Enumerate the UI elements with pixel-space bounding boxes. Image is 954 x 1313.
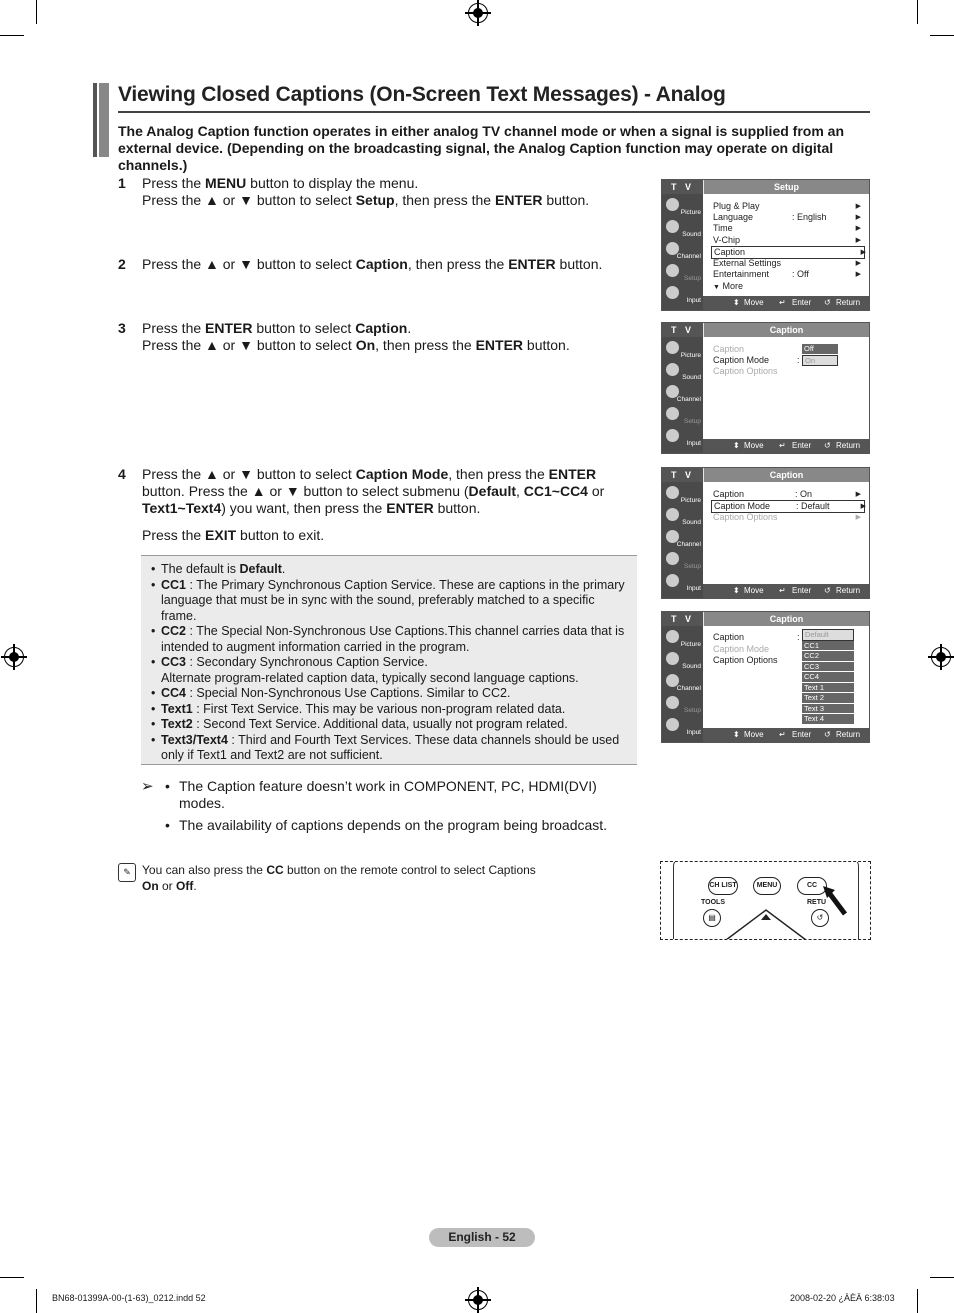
osd-header: Caption <box>704 323 869 337</box>
crop-mark <box>930 35 954 36</box>
input-icon <box>666 286 679 299</box>
input-icon <box>666 574 679 587</box>
sound-icon <box>666 508 679 521</box>
info-item: • CC1 : The Primary Synchronous Caption Service. These are captions in the primary language that must be in sync with the sound, preferably matched to a specific frame. <box>141 578 629 625</box>
info-item: • The default is Default. <box>141 562 629 578</box>
enter-icon: ↵ <box>779 298 786 307</box>
setup-icon <box>666 696 679 709</box>
osd-header: Caption <box>704 468 869 482</box>
registration-mark-icon <box>468 1290 488 1310</box>
osd-tv-tab: T V <box>662 612 703 626</box>
osd-tv-tab: T V <box>662 180 703 194</box>
osd-row: Language : English ▶ <box>713 212 861 222</box>
osd-row: External Settings ▶ <box>713 258 861 268</box>
picture-icon <box>666 486 679 499</box>
step-number: 2 <box>118 256 126 272</box>
osd-side-sound: Sound <box>664 219 702 239</box>
osd-main <box>703 626 869 728</box>
info-item: • Text3/Text4 : Third and Fourth Text Services. These data channels should be used only if Text1 and Text2 are not sufficient. <box>141 733 629 764</box>
osd-row-selected: Caption Mode : Default ▶ <box>711 500 865 513</box>
step-line: Press the ▲ or ▼ button to select On, then press the ENTER button. <box>142 337 570 353</box>
tools-label: TOOLS <box>701 899 725 906</box>
remote-illustration <box>660 861 871 940</box>
picture-icon <box>666 341 679 354</box>
input-icon <box>666 718 679 731</box>
step-number: 1 <box>118 175 126 191</box>
osd-row: Caption <box>713 344 745 354</box>
step-line: Press the ENTER button to select Caption. <box>142 320 412 336</box>
move-icon: ⬍ <box>733 298 740 307</box>
osd-main <box>703 194 869 296</box>
osd-side-setup: Setup <box>664 263 702 283</box>
step-line: Press the ▲ or ▼ button to select Caption, then press the ENTER button. <box>142 256 603 272</box>
osd-sidebar: Picture Sound Channel Setup Input <box>662 482 703 598</box>
return-label: RETU <box>807 899 827 906</box>
osd-side-picture: Picture <box>664 197 702 217</box>
osd-row-selected: Caption ▶ <box>711 246 865 259</box>
setup-icon <box>666 552 679 565</box>
step-number: 3 <box>118 320 126 336</box>
picture-icon <box>666 630 679 643</box>
step-line: Press the ▲ or ▼ button to select Caption Mode, then press the ENTER button. Press the ▲ or ▼ button to select submenu (Default, CC1~CC4 or Text1~Text4) you want, then press the ENTER button. <box>142 466 605 516</box>
page-number-label: English - 52 <box>429 1228 535 1247</box>
osd-side-channel: Channel <box>664 241 702 261</box>
pointer-arrow-icon <box>821 884 851 918</box>
sound-icon <box>666 220 679 233</box>
osd-row: Caption : On ▶ <box>713 489 861 499</box>
info-item: • CC3 : Secondary Synchronous Caption Service. Alternate program-related caption data, typically second language captions. <box>141 655 629 686</box>
osd-tv-tab: T V <box>662 468 703 482</box>
osd-row: Caption Mode <box>713 644 770 654</box>
osd-caption-onoff <box>661 322 870 454</box>
menu-button: MENU <box>753 877 781 895</box>
info-item: • CC4 : Special Non-Synchronous Use Captions. Similar to CC2. <box>141 686 629 702</box>
osd-tv-tab: T V <box>662 323 703 337</box>
registration-mark-icon <box>4 647 24 667</box>
crop-mark <box>930 1277 954 1278</box>
osd-row: Caption : <box>713 632 800 642</box>
crop-mark <box>917 1289 918 1313</box>
osd-caption-submenu <box>661 611 870 743</box>
step-line: Press the EXIT button to exit. <box>142 527 325 543</box>
osd-header: Caption <box>704 612 869 626</box>
dpad-icon <box>721 902 821 940</box>
step-4-text <box>142 466 612 544</box>
more-icon: ▼ <box>713 284 720 291</box>
osd-footer: ⬍ Move ↵ Enter ↺ Return <box>703 439 869 453</box>
osd-row: V-Chip ▶ <box>713 235 861 245</box>
crop-mark <box>0 35 24 36</box>
memo-icon: ✎ <box>118 863 136 882</box>
note-arrow-icon: ➢ <box>141 778 154 795</box>
step-number: 4 <box>118 466 126 482</box>
osd-dropdown: Off On <box>802 344 838 366</box>
osd-sidebar <box>662 194 703 310</box>
input-icon <box>666 429 679 442</box>
caption-mode-info-box <box>141 555 637 765</box>
info-item: • Text1 : First Text Service. This may be various non-program related data. <box>141 702 629 718</box>
osd-main <box>703 482 869 584</box>
picture-icon <box>666 198 679 211</box>
footer-timestamp: 2008-02-20 ¿ÀÈÄ 6:38:03 <box>790 1293 895 1303</box>
page-title: Viewing Closed Captions (On-Screen Text Messages) - Analog <box>118 83 726 106</box>
osd-caption-mode <box>661 467 870 599</box>
osd-sidebar: Picture Sound Channel Setup Input <box>662 626 703 742</box>
osd-row: Caption Options ▶ <box>713 512 861 522</box>
osd-sidebar: Picture Sound Channel Setup Input <box>662 337 703 453</box>
osd-footer: ⬍ Move ↵ Enter ↺ Return <box>703 584 869 598</box>
crop-mark <box>917 0 918 24</box>
return-icon: ↺ <box>811 909 829 927</box>
tip-text: You can also press the CC button on the remote control to select Captions On or Off. <box>142 863 536 893</box>
note-item: The Caption feature doesn’t work in COMPONENT, PC, HDMI(DVI) modes. <box>179 778 597 811</box>
step-2-text <box>142 256 622 273</box>
crop-mark <box>0 1277 24 1278</box>
osd-row: Caption Options <box>713 655 778 665</box>
step-3-text <box>142 320 622 354</box>
info-item: • Text2 : Second Text Service. Additional data, usually not program related. <box>141 717 629 733</box>
step-1-text <box>142 175 622 209</box>
osd-row: ▼ More <box>713 281 743 291</box>
note-item: The availability of captions depends on the program being broadcast. <box>179 817 608 833</box>
osd-row: Caption Mode : <box>713 355 800 365</box>
registration-mark-icon <box>931 647 951 667</box>
crop-mark <box>36 0 37 24</box>
osd-side-input: Input <box>664 285 702 305</box>
title-rule <box>118 111 870 113</box>
footer-file-info: BN68-01399A-00-(1-63)_0212.indd 52 <box>52 1293 206 1303</box>
cc-button: CC <box>797 877 827 895</box>
sound-icon <box>666 363 679 376</box>
osd-row: Caption Options <box>713 366 778 376</box>
osd-row: Time ▶ <box>713 223 861 233</box>
chlist-button: CH LIST <box>708 877 738 895</box>
osd-dropdown: Default CC1 CC2 CC3 CC4 Text 1 Text 2 Text 3 Text 4 <box>802 629 854 725</box>
osd-setup-menu <box>661 179 870 311</box>
setup-icon <box>666 407 679 420</box>
step-line: Press the MENU button to display the menu. <box>142 175 419 191</box>
tools-icon: ▤ <box>703 909 721 927</box>
sound-icon <box>666 652 679 665</box>
osd-row: Entertainment : Off ▶ <box>713 269 861 279</box>
osd-row: Plug & Play ▶ <box>713 201 861 211</box>
step-line: Press the ▲ or ▼ button to select Setup, then press the ENTER button. <box>142 192 590 208</box>
registration-mark-icon <box>468 3 488 23</box>
osd-main <box>703 337 869 439</box>
info-item: • CC2 : The Special Non-Synchronous Use Captions.This channel carries data that is intended to augment information carried in the program. <box>141 624 629 655</box>
crop-mark <box>36 1289 37 1313</box>
return-icon: ↺ <box>824 298 831 307</box>
setup-icon <box>666 264 679 277</box>
intro-text: The Analog Caption function operates in either analog TV channel mode or when a signal is supplied from an external device. (Depending on the broadcasting signal, the Analog Caption function may operate on digital channels.) <box>118 123 845 173</box>
osd-footer: ⬍ Move ↵ Enter ↺ Return <box>703 728 869 742</box>
osd-footer: ⬍ Move ↵ Enter ↺ Return <box>703 296 869 310</box>
osd-header: Setup <box>704 180 869 194</box>
title-decoration <box>93 83 109 157</box>
